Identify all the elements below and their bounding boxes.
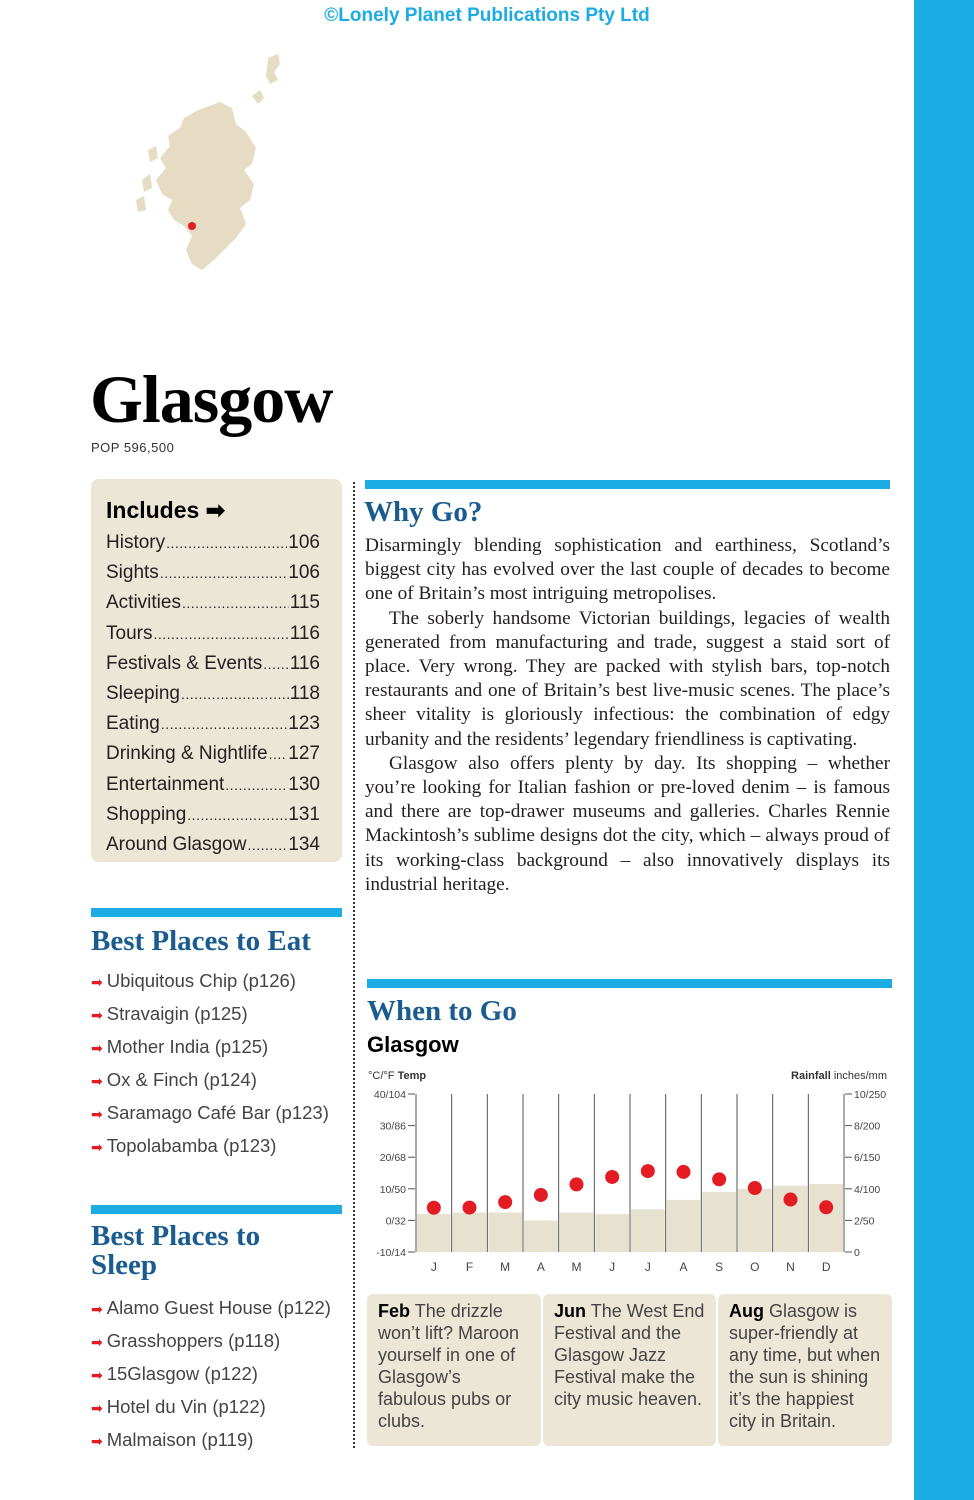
rainfall-bar xyxy=(488,1213,522,1253)
best-eat-item[interactable] xyxy=(91,1002,351,1027)
arrow-right-icon: ➡ xyxy=(91,1433,103,1449)
best-eat-item[interactable] xyxy=(91,1068,351,1093)
best-sleep-item-label: Malmaison (p119) xyxy=(106,1429,254,1450)
includes-item-page: 131 xyxy=(288,803,320,825)
best-eat-item[interactable] xyxy=(91,1101,351,1126)
includes-item-label: Eating xyxy=(106,713,160,735)
arrow-right-icon: ➡ xyxy=(91,1301,103,1317)
best-sleep-item-label: 15Glasgow (p122) xyxy=(106,1363,258,1384)
best-sleep-item-label: Grasshoppers (p118) xyxy=(106,1330,281,1351)
best-eat-heading: Best Places to Eat xyxy=(91,925,311,957)
temperature-range-mark xyxy=(570,1177,584,1191)
left-tick-label: 30/86 xyxy=(379,1120,406,1133)
note-text: Glasgow is super-friendly at any time, but when the sun is shining it’s the happiest city in Britain. xyxy=(729,1301,881,1431)
note-card xyxy=(367,1294,541,1446)
includes-item[interactable] xyxy=(106,739,320,769)
best-eat-list xyxy=(91,969,351,1167)
leader-dots xyxy=(269,739,288,769)
left-tick-label: -10/14 xyxy=(376,1247,406,1259)
includes-item-page: 116 xyxy=(289,652,320,674)
climate-chart xyxy=(360,1064,900,1286)
best-sleep-rule xyxy=(91,1205,342,1214)
note-card xyxy=(543,1294,716,1446)
note-text: The drizzle won’t lift? Maroon yourself in one of Glasgow’s fabulous pubs or clubs. xyxy=(378,1301,520,1431)
includes-item-label: Activities xyxy=(106,592,181,614)
scotland-locator-map xyxy=(128,50,288,280)
arrow-right-icon: ➡ xyxy=(91,1007,103,1023)
why-go-paragraph: Glasgow also offers plenty by day. Its shopping – whether you’re looking for Italian fashion or pre-loved denim – is famous and there are top-drawer museums and galleries. Charles Rennie Mackintosh’s sublime designs dot the city, which – always proud of its working-class background – also innovatively displays its industrial heritage. xyxy=(365,752,890,895)
includes-item-label: Festivals & Events xyxy=(106,652,263,674)
includes-item-page: 118 xyxy=(289,683,320,705)
includes-item[interactable] xyxy=(106,679,320,709)
includes-item-label: Tours xyxy=(106,622,153,644)
best-eat-item-label: Ox & Finch (p124) xyxy=(106,1069,257,1090)
leader-dots xyxy=(153,619,288,649)
why-go-paragraph: The soberly handsome Victorian buildings, legacies of wealth generated from manufacturing and trade, suggest a staid sort of place. Very wrong. They are packed with stylish bars, top-notch restaurants and one of Britain’s best live-music scenes. The place’s sheer vitality is gloriously infectious: the combination of edgy urbanity and the residents’ legendary friendliness is captivating. xyxy=(365,607,890,750)
best-eat-item-label: Stravaigin (p125) xyxy=(106,1003,248,1024)
why-go-paragraph: Disarmingly blending sophistication and earthiness, Scotland’s biggest city has evolved over the last couple of decades to become one of Britain’s most intriguing metropolises. xyxy=(365,535,890,605)
rainfall-bar xyxy=(595,1214,629,1252)
left-tick-label: 40/104 xyxy=(373,1089,406,1101)
note-text: The West End Festival and the Glasgow Jazz Festival make the city music heaven. xyxy=(554,1301,705,1409)
includes-item-label: Entertainment xyxy=(106,773,225,795)
arrow-right-icon: ➡ xyxy=(91,1367,103,1383)
includes-item-label: Around Glasgow xyxy=(106,834,247,856)
includes-item-page: 134 xyxy=(288,834,320,856)
includes-item[interactable] xyxy=(106,800,320,830)
leader-dots xyxy=(225,770,287,800)
includes-item[interactable] xyxy=(106,770,320,800)
left-tick-label: 20/68 xyxy=(379,1152,406,1165)
best-sleep-heading-line: Sleep xyxy=(91,1249,158,1281)
leader-dots xyxy=(166,528,287,558)
why-go-heading: Why Go? xyxy=(364,496,483,528)
temperature-range-mark xyxy=(819,1200,833,1214)
month-label: N xyxy=(786,1260,795,1274)
note-card xyxy=(718,1294,892,1446)
month-label: A xyxy=(679,1260,688,1274)
leader-dots xyxy=(181,679,289,709)
includes-item[interactable] xyxy=(106,528,320,558)
best-sleep-item[interactable] xyxy=(91,1395,353,1420)
temperature-range-mark xyxy=(605,1170,619,1184)
includes-item[interactable] xyxy=(106,619,320,649)
includes-list xyxy=(106,528,320,860)
left-tick-label: 0/32 xyxy=(385,1215,406,1228)
glasgow-location-dot xyxy=(188,222,196,230)
note-month: Jun xyxy=(554,1301,587,1321)
arrow-right-icon: ➡ xyxy=(91,1400,103,1416)
column-divider xyxy=(353,482,355,1448)
temperature-range-mark xyxy=(677,1165,691,1179)
rainfall-bar xyxy=(667,1200,701,1252)
temperature-range-mark xyxy=(784,1193,798,1207)
includes-heading: Includes ➡ xyxy=(106,497,225,523)
leader-dots xyxy=(187,800,287,830)
note-month: Feb xyxy=(378,1301,411,1321)
temperature-range-mark xyxy=(748,1181,762,1195)
best-sleep-heading-line: Best Places to xyxy=(91,1220,261,1252)
includes-item-page: 130 xyxy=(288,773,320,795)
includes-item[interactable] xyxy=(106,588,320,618)
month-label: D xyxy=(821,1260,831,1274)
right-tick-label: 0 xyxy=(854,1247,860,1259)
rainfall-bar xyxy=(560,1213,594,1253)
includes-item-label: Sights xyxy=(106,562,159,584)
rainfall-bar xyxy=(702,1192,736,1252)
rainfall-bar xyxy=(524,1220,558,1252)
leader-dots xyxy=(160,558,287,588)
best-eat-item-label: Mother India (p125) xyxy=(106,1036,269,1057)
rainfall-bar xyxy=(809,1184,843,1252)
best-sleep-list xyxy=(91,1296,353,1461)
temperature-range-mark xyxy=(641,1164,655,1178)
includes-item-page: 116 xyxy=(289,622,320,644)
month-label: F xyxy=(465,1260,474,1274)
rainfall-bar xyxy=(631,1209,665,1252)
month-label: J xyxy=(430,1260,437,1274)
month-label: A xyxy=(536,1260,545,1274)
right-tick-label: 8/200 xyxy=(854,1120,881,1133)
includes-item[interactable] xyxy=(106,558,320,588)
leader-dots xyxy=(247,830,287,860)
right-tick-label: 4/100 xyxy=(854,1183,881,1196)
includes-box xyxy=(91,479,342,862)
rain-axis-label: Rainfall inches/mm xyxy=(791,1070,887,1082)
population: POP 596,500 xyxy=(91,440,175,455)
temp-axis-label: °C/°F Temp xyxy=(368,1070,427,1082)
best-eat-item-label: Ubiquitous Chip (p126) xyxy=(106,970,296,991)
best-eat-item[interactable] xyxy=(91,1134,351,1159)
when-to-go-heading: When to Go xyxy=(367,995,517,1027)
leader-dots xyxy=(263,649,288,679)
side-color-band xyxy=(914,0,974,1500)
includes-item-label: Drinking & Nightlife xyxy=(106,743,268,765)
month-label: J xyxy=(644,1260,651,1274)
temperature-range-mark xyxy=(463,1201,477,1215)
rainfall-bar xyxy=(453,1213,487,1253)
right-tick-label: 10/250 xyxy=(854,1089,887,1101)
why-go-rule xyxy=(365,480,890,489)
best-sleep-item[interactable] xyxy=(91,1296,353,1321)
month-label: J xyxy=(609,1260,616,1274)
best-eat-rule xyxy=(91,908,342,917)
leader-dots xyxy=(182,588,289,618)
leader-dots xyxy=(161,709,287,739)
temperature-range-mark xyxy=(534,1188,548,1202)
arrow-right-icon: ➡ xyxy=(91,1139,103,1155)
includes-item-page: 106 xyxy=(288,562,320,584)
best-eat-item-label: Topolabamba (p123) xyxy=(106,1135,277,1156)
arrow-right-icon: ➡ xyxy=(91,1106,103,1122)
includes-item-page: 115 xyxy=(289,592,320,614)
arrow-right-icon: ➡ xyxy=(91,1073,103,1089)
includes-item-page: 123 xyxy=(288,713,320,735)
arrow-right-icon: ➡ xyxy=(91,1040,103,1056)
month-label: M xyxy=(500,1260,511,1274)
temperature-range-mark xyxy=(427,1201,441,1215)
best-sleep-item-label: Hotel du Vin (p122) xyxy=(106,1396,266,1417)
when-to-go-rule xyxy=(367,979,892,988)
best-sleep-item[interactable] xyxy=(91,1329,353,1354)
best-eat-item[interactable] xyxy=(91,969,351,994)
arrow-right-icon: ➡ xyxy=(205,497,225,523)
includes-item[interactable] xyxy=(106,649,320,679)
left-tick-label: 10/50 xyxy=(379,1183,406,1196)
best-sleep-item-label: Alamo Guest House (p122) xyxy=(106,1297,331,1318)
best-eat-item-label: Saramago Café Bar (p123) xyxy=(106,1102,329,1123)
best-eat-item[interactable] xyxy=(91,1035,351,1060)
arrow-right-icon: ➡ xyxy=(91,1334,103,1350)
best-sleep-item[interactable] xyxy=(91,1362,353,1387)
includes-item-label: Shopping xyxy=(106,803,187,825)
includes-item[interactable] xyxy=(106,830,320,860)
temperature-range-mark xyxy=(498,1195,512,1209)
rainfall-bar xyxy=(738,1189,772,1252)
copyright-text: ©Lonely Planet Publications Pty Ltd xyxy=(324,5,650,26)
best-sleep-item[interactable] xyxy=(91,1428,353,1453)
temperature-range-mark xyxy=(712,1172,726,1186)
rainfall-bar xyxy=(417,1214,451,1252)
includes-item[interactable] xyxy=(106,709,320,739)
page-title: Glasgow xyxy=(90,361,333,437)
includes-item-page: 106 xyxy=(288,532,320,553)
right-tick-label: 6/150 xyxy=(854,1152,881,1165)
arrow-right-icon: ➡ xyxy=(91,974,103,990)
why-go-text xyxy=(365,534,890,897)
best-sleep-heading xyxy=(91,1222,260,1280)
includes-item-label: History xyxy=(106,532,166,553)
includes-item-label: Sleeping xyxy=(106,683,180,705)
chart-city-label: Glasgow xyxy=(367,1032,459,1057)
includes-item-page: 127 xyxy=(288,743,320,765)
right-tick-label: 2/50 xyxy=(854,1215,875,1228)
month-label: M xyxy=(571,1260,582,1274)
note-month: Aug xyxy=(729,1301,764,1321)
month-label: S xyxy=(715,1260,724,1274)
month-label: O xyxy=(750,1260,760,1274)
